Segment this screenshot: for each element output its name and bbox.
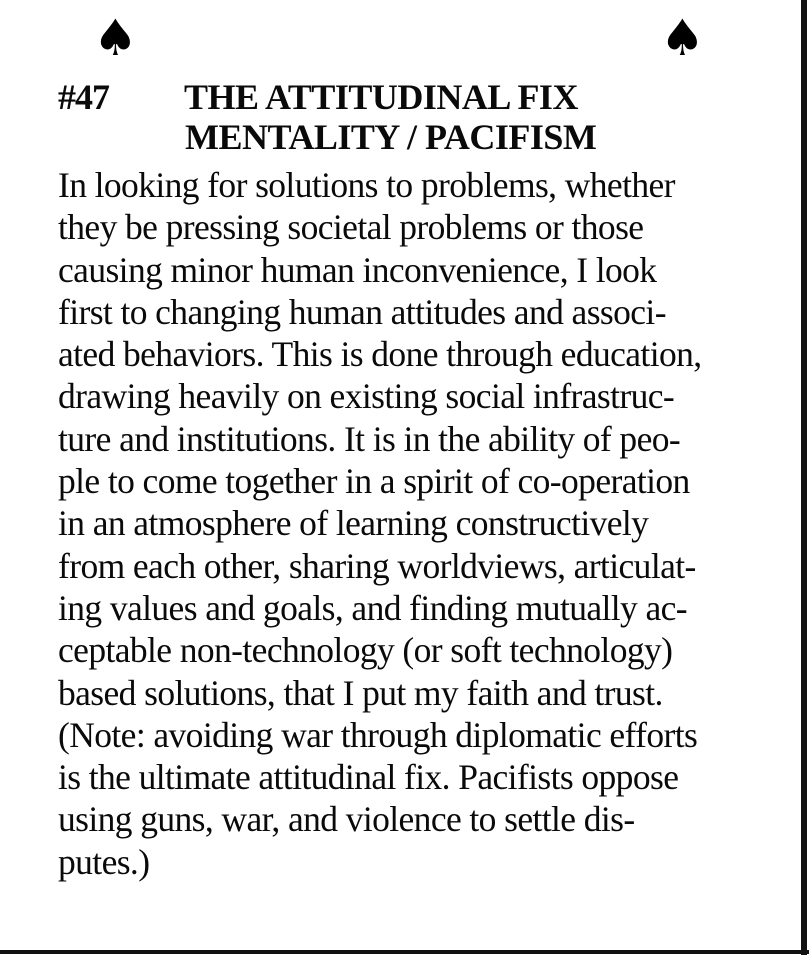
card-title-line-2: MENTALITY / PACIFISM — [185, 117, 597, 157]
card-body — [58, 164, 788, 883]
card-number: #47 — [58, 77, 109, 117]
spade-icon: ♠ — [93, 9, 138, 67]
body-line: based solutions, that I put my faith and trust. — [58, 672, 663, 713]
body-line: ture and institutions. It is in the ability of peo- — [58, 418, 681, 459]
spade-icon: ♠ — [660, 9, 705, 67]
body-line: they be pressing societal problems or those — [58, 207, 644, 248]
body-line: using guns, war, and violence to settle dis- — [58, 799, 635, 840]
card-border-right — [801, 0, 807, 955]
card-title — [184, 77, 596, 157]
body-line: (Note: avoiding war through diplomatic efforts — [58, 714, 698, 755]
body-line: is the ultimate attitudinal fix. Pacifists oppose — [58, 757, 679, 798]
body-line: first to changing human attitudes and associ- — [58, 291, 666, 332]
body-line: ated behaviors. This is done through education, — [58, 334, 702, 375]
body-line: drawing heavily on existing social infrastruc- — [58, 376, 675, 417]
body-line: ing values and goals, and finding mutually ac- — [58, 587, 687, 628]
body-line: ple to come together in a spirit of co-operation — [58, 461, 690, 502]
body-line: putes.) — [58, 841, 150, 882]
body-line: In looking for solutions to problems, whether — [58, 165, 675, 205]
body-line: ceptable non-technology (or soft technology) — [58, 630, 673, 671]
body-line: from each other, sharing worldviews, articulat- — [58, 545, 696, 586]
card-border-bottom — [0, 950, 809, 954]
card-title-line-1: THE ATTITUDINAL FIX — [184, 77, 578, 117]
body-line: causing minor human inconvenience, I look — [58, 249, 657, 290]
body-line: in an atmosphere of learning constructively — [58, 503, 649, 544]
